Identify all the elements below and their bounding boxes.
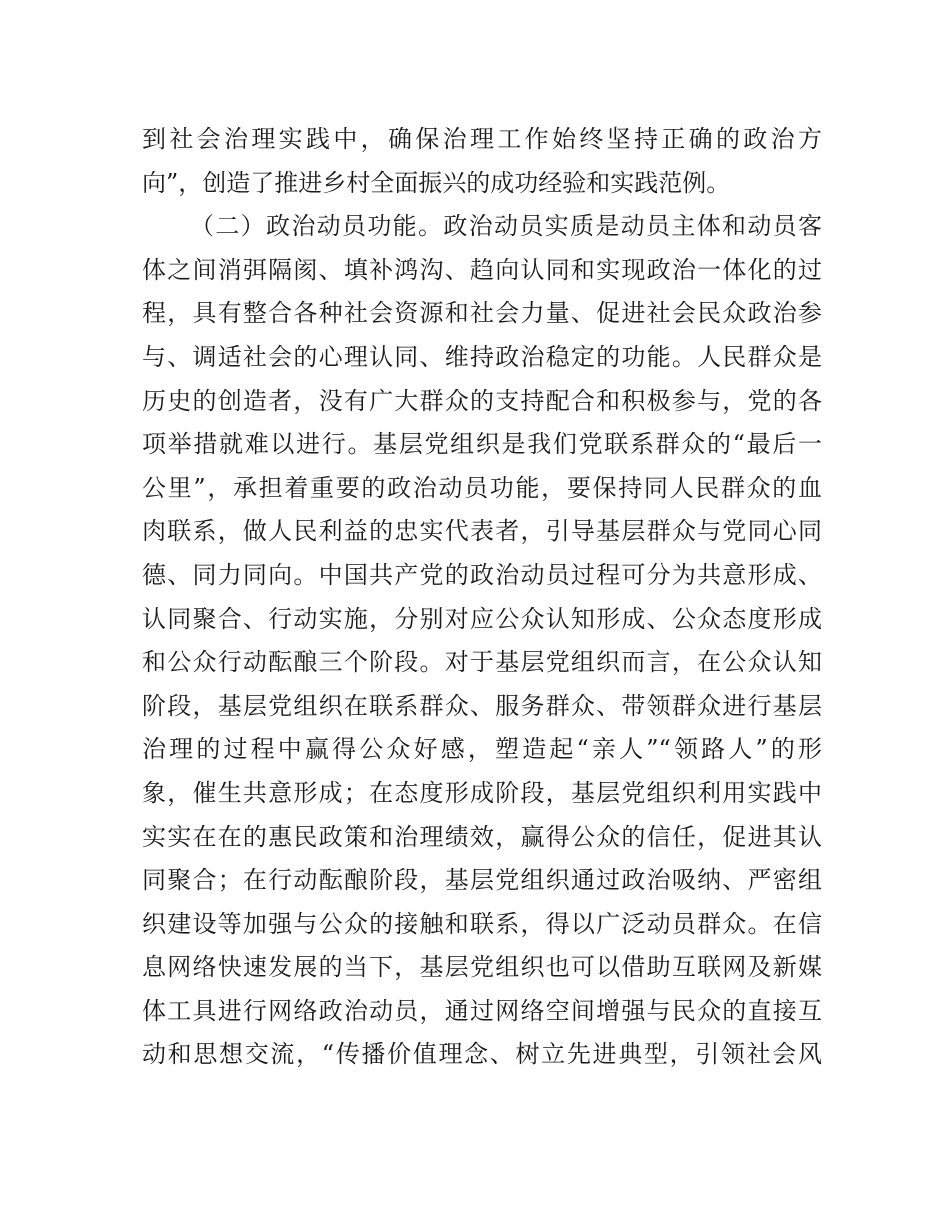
text-line: 同聚合；在行动酝酿阶段，基层党组织通过政治吸纳、严密组: [142, 866, 822, 895]
text-line: 息网络快速发展的当下，基层党组织也可以借助互联网及新媒: [142, 953, 822, 982]
text-line: 项举措就难以进行。基层党组织是我们党联系群众的“最后一: [142, 430, 822, 459]
text-line: 体之间消弭隔阂、填补鸿沟、趋向认同和实现政治一体化的过: [142, 255, 822, 284]
text-line: 认同聚合、行动实施，分别对应公众认知形成、公众态度形成: [142, 604, 822, 633]
text-line: 公里”，承担着重要的政治动员功能，要保持同人民群众的血: [142, 473, 822, 502]
text-line: 和公众行动酝酿三个阶段。对于基层党组织而言，在公众认知: [142, 648, 822, 677]
section-heading-line: （二）政治动员功能。政治动员实质是动员主体和动员客: [190, 212, 822, 241]
text-line: 治理的过程中赢得公众好感，塑造起“亲人”“领路人”的形: [142, 735, 822, 764]
text-line: 德、同力同向。中国共产党的政治动员过程可分为共意形成、: [142, 560, 822, 589]
text-line: 到社会治理实践中，确保治理工作始终坚持正确的政治方: [142, 125, 822, 153]
text-line: 程，具有整合各种社会资源和社会力量、促进社会民众政治参: [142, 299, 822, 328]
body-text: [142, 118, 822, 1077]
text-line: 象，催生共意形成；在态度形成阶段，基层党组织利用实践中: [142, 778, 822, 807]
text-line: 体工具进行网络政治动员，通过网络空间增强与民众的直接互: [142, 996, 822, 1025]
text-line: 阶段，基层党组织在联系群众、服务群众、带领群众进行基层: [142, 691, 822, 720]
text-line: 实实在在的惠民政策和治理绩效，赢得公众的信任，促进其认: [142, 822, 822, 851]
text-line: 织建设等加强与公众的接触和联系，得以广泛动员群众。在信: [142, 909, 822, 938]
text-line: 动和思想交流，“传播价值理念、树立先进典型，引领社会风: [142, 1040, 822, 1069]
text-line: 向”，创造了推进乡村全面振兴的成功经验和实践范例。: [142, 168, 731, 197]
text-line: 与、调适社会的心理认同、维持政治稳定的功能。人民群众是: [142, 342, 822, 371]
text-line: 历史的创造者，没有广大群众的支持配合和积极参与，党的各: [142, 386, 822, 415]
text-line: 肉联系，做人民利益的忠实代表者，引导基层群众与党同心同: [142, 517, 822, 546]
